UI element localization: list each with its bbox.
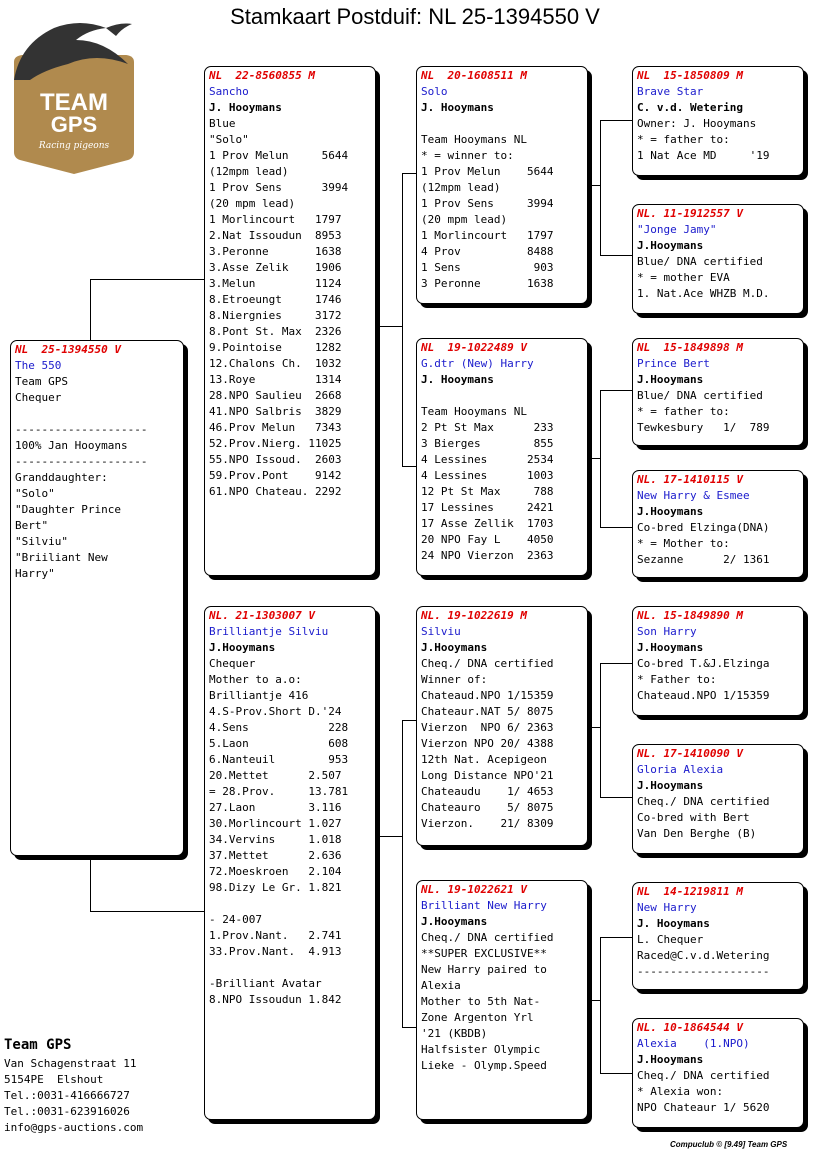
footer-credit: Compuclub © [9.49] Team GPS	[670, 1140, 788, 1149]
ring-number: NL. 17-1410090 V	[637, 747, 743, 760]
pigeon-card: NL 25-1394550 V The 550 Team GPS Chequer -------------------- 100% Jan Hooymans -------------------- Granddaughter: "Solo" "Daughter Prince Bert" "Silviu" "Briiliant New Harry"	[10, 340, 184, 856]
pigeon-name: Brilliant New Harry	[421, 899, 547, 912]
pigeon-name: Prince Bert	[637, 357, 710, 370]
pigeon-name: Alexia (1.NPO)	[637, 1037, 750, 1050]
ggp-card-8: NL. 10-1864544 V Alexia (1.NPO) J.Hooymans Cheq./ DNA certified * Alexia won: NPO Chateaur 1/ 5620	[632, 1018, 804, 1128]
owner: J.Hooymans	[421, 915, 488, 928]
owner: J.Hooymans	[637, 779, 704, 792]
ring-number: NL. 10-1864544 V	[637, 1021, 743, 1034]
ring-number: NL 19-1022489 V	[421, 341, 527, 354]
team-name: Team GPS	[4, 1037, 72, 1053]
page-title: Stamkaart Postduif: NL 25-1394550 V	[230, 4, 600, 29]
owner: J.Hooymans	[637, 641, 704, 654]
ring-number: NL 25-1394550 V	[15, 343, 121, 356]
pigeon-name: Gloria Alexia	[637, 763, 724, 776]
ring-number: NL 15-1849898 M	[637, 341, 743, 354]
ggp-card-1: NL 15-1850809 M Brave Star C. v.d. Wetering Owner: J. Hooymans * = father to: 1 Nat Ace MD '19	[632, 66, 804, 176]
dam-card: NL. 21-1303007 V Brilliantje Silviu J.Hooymans Chequer Mother to a.o: Brilliantje 416 4.S-Prov.Short D.'24 4.Sens 228 5.Laon 608 6.Nanteuil 953 20.Mettet 2.507 = 28.Prov. 13.781 27.Laon 3.116 30.Morlincourt 1.027 34.Vervins 1.018 37.Mettet 2.636 72.Moeskroen 2.104 98.Dizy Le Gr. 1.821 - 24-007 1.Prov.Nant. 2.741 33.Prov.Nant. 4.913 -Brilliant Avatar 8.NPO Issoudun 1.842	[204, 606, 376, 1120]
ggp-card-5: NL. 15-1849890 M Son Harry J.Hooymans Co-bred T.&J.Elzinga * Father to: Chateaud.NPO 1/15359	[632, 606, 804, 716]
owner: J.Hooymans	[637, 373, 704, 386]
ring-number: NL. 21-1303007 V	[209, 609, 315, 622]
owner: J. Hooymans	[209, 101, 282, 114]
ring-number: NL 14-1219811 M	[637, 885, 743, 898]
owner: C. v.d. Wetering	[637, 101, 743, 114]
sire-dam-card: NL 19-1022489 V G.dtr (New) Harry J. Hooymans Team Hooymans NL 2 Pt St Max 233 3 Bierges 855 4 Lessines 2534 4 Lessines 1003 12 Pt St Max 788 17 Lessines 2421 17 Asse Zellik 1703 20 NPO Fay L 4050 24 NPO Vierzon 2363	[416, 338, 588, 576]
owner: J. Hooymans	[637, 917, 710, 930]
pigeon-name: Brave Star	[637, 85, 704, 98]
ring-number: NL. 11-1912557 V	[637, 207, 743, 220]
pigeon-name: "Jonge Jamy"	[637, 223, 717, 236]
pigeon-name: The 550	[15, 359, 62, 372]
ring-number: NL 22-8560855 M	[209, 69, 315, 82]
pigeon-name: Sancho	[209, 85, 249, 98]
sire-card: NL 22-8560855 M Sancho J. Hooymans Blue "Solo" 1 Prov Melun 5644 (12mpm lead) 1 Prov Sens 3994 (20 mpm lead) 1 Morlincourt 1797 2.Nat Issoudun 8953 3.Peronne 1638 3.Asse Zelik 1906 3.Melun 1124 8.Etroeungt 1746 8.Niergnies 3172 8.Pont St. Max 2326 9.Pointoise 1282 12.Chalons Ch. 1032 13.Roye 1314 28.NPO Saulieu 2668 41.NPO Salbris 3829 46.Prov Melun 7343 52.Prov.Nierg. 11025 55.NPO Issoud. 2603 59.Prov.Pont 9142 61.NPO Chateau. 2292	[204, 66, 376, 576]
dam-sire-card: NL. 19-1022619 M Silviu J.Hooymans Cheq./ DNA certified Winner of: Chateaud.NPO 1/15359 Chateaur.NAT 5/ 8075 Vierzon NPO 6/ 2363 Vierzon NPO 20/ 4388 12th Nat. Acepigeon Long Distance NPO'21 Chateaudu 1/ 4653 Chateauro 5/ 8075 Vierzon. 21/ 8309	[416, 606, 588, 846]
ggp-card-7: NL 14-1219811 M New Harry J. Hooymans L. Chequer Raced@C.v.d.Wetering --------------------	[632, 882, 804, 990]
svg-text:Racing pigeons: Racing pigeons	[38, 141, 110, 151]
pigeon-name: Son Harry	[637, 625, 697, 638]
owner: J.Hooymans	[421, 641, 488, 654]
pigeon-name: Silviu	[421, 625, 461, 638]
team-contact	[4, 1034, 194, 1136]
owner: J.Hooymans	[209, 641, 276, 654]
ring-number: NL. 19-1022621 V	[421, 883, 527, 896]
owner: J.Hooymans	[637, 1053, 704, 1066]
pigeon-name: New Harry & Esmee	[637, 489, 750, 502]
owner: J. Hooymans	[421, 373, 494, 386]
ring-number: NL. 19-1022619 M	[421, 609, 527, 622]
ring-number: NL 15-1850809 M	[637, 69, 743, 82]
ring-number: NL 20-1608511 M	[421, 69, 527, 82]
team-phone-1: Tel.:0031-416666727	[4, 1089, 130, 1102]
ring-number: NL. 17-1410115 V	[637, 473, 743, 486]
dam-dam-card: NL. 19-1022621 V Brilliant New Harry J.Hooymans Cheq./ DNA certified **SUPER EXCLUSIVE** New Harry paired to Alexia Mother to 5th Nat- Zone Argenton Yrl '21 (KBDB) Halfsister Olympic Lieke - Olymp.Speed	[416, 880, 588, 1120]
ggp-card-2: NL. 11-1912557 V "Jonge Jamy" J.Hooymans Blue/ DNA certified * = mother EVA 1. Nat.Ace WHZB M.D.	[632, 204, 804, 314]
owner: J.Hooymans	[637, 505, 704, 518]
team-gps-logo	[10, 18, 138, 174]
ring-number: NL. 15-1849890 M	[637, 609, 743, 622]
pigeon-name: Brilliantje Silviu	[209, 625, 329, 638]
svg-text:GPS: GPS	[50, 112, 98, 137]
pigeon-name: Solo	[421, 85, 448, 98]
sire-sire-card: NL 20-1608511 M Solo J. Hooymans Team Hooymans NL * = winner to: 1 Prov Melun 5644 (12mpm lead) 1 Prov Sens 3994 (20 mpm lead) 1 Morlincourt 1797 4 Prov 8488 1 Sens 903 3 Peronne 1638	[416, 66, 588, 304]
owner: J. Hooymans	[421, 101, 494, 114]
owner: J.Hooymans	[637, 239, 704, 252]
pigeon-name: New Harry	[637, 901, 697, 914]
ggp-card-3: NL 15-1849898 M Prince Bert J.Hooymans Blue/ DNA certified * = father to: Tewkesbury 1/ 789	[632, 338, 804, 446]
pigeon-name: G.dtr (New) Harry	[421, 357, 534, 370]
svg-text:TEAM: TEAM	[40, 89, 108, 116]
team-address: Van Schagenstraat 11	[4, 1057, 137, 1070]
ggp-card-4: NL. 17-1410115 V New Harry & Esmee J.Hooymans Co-bred Elzinga(DNA) * = Mother to: Sezanne 2/ 1361	[632, 470, 804, 578]
ggp-card-6: NL. 17-1410090 V Gloria Alexia J.Hooymans Cheq./ DNA certified Co-bred with Bert Van Den Berghe (B)	[632, 744, 804, 854]
team-city: 5154PE Elshout	[4, 1073, 104, 1086]
team-phone-2: Tel.:0031-623916026	[4, 1105, 130, 1118]
team-email[interactable]: info@gps-auctions.com	[4, 1121, 144, 1134]
